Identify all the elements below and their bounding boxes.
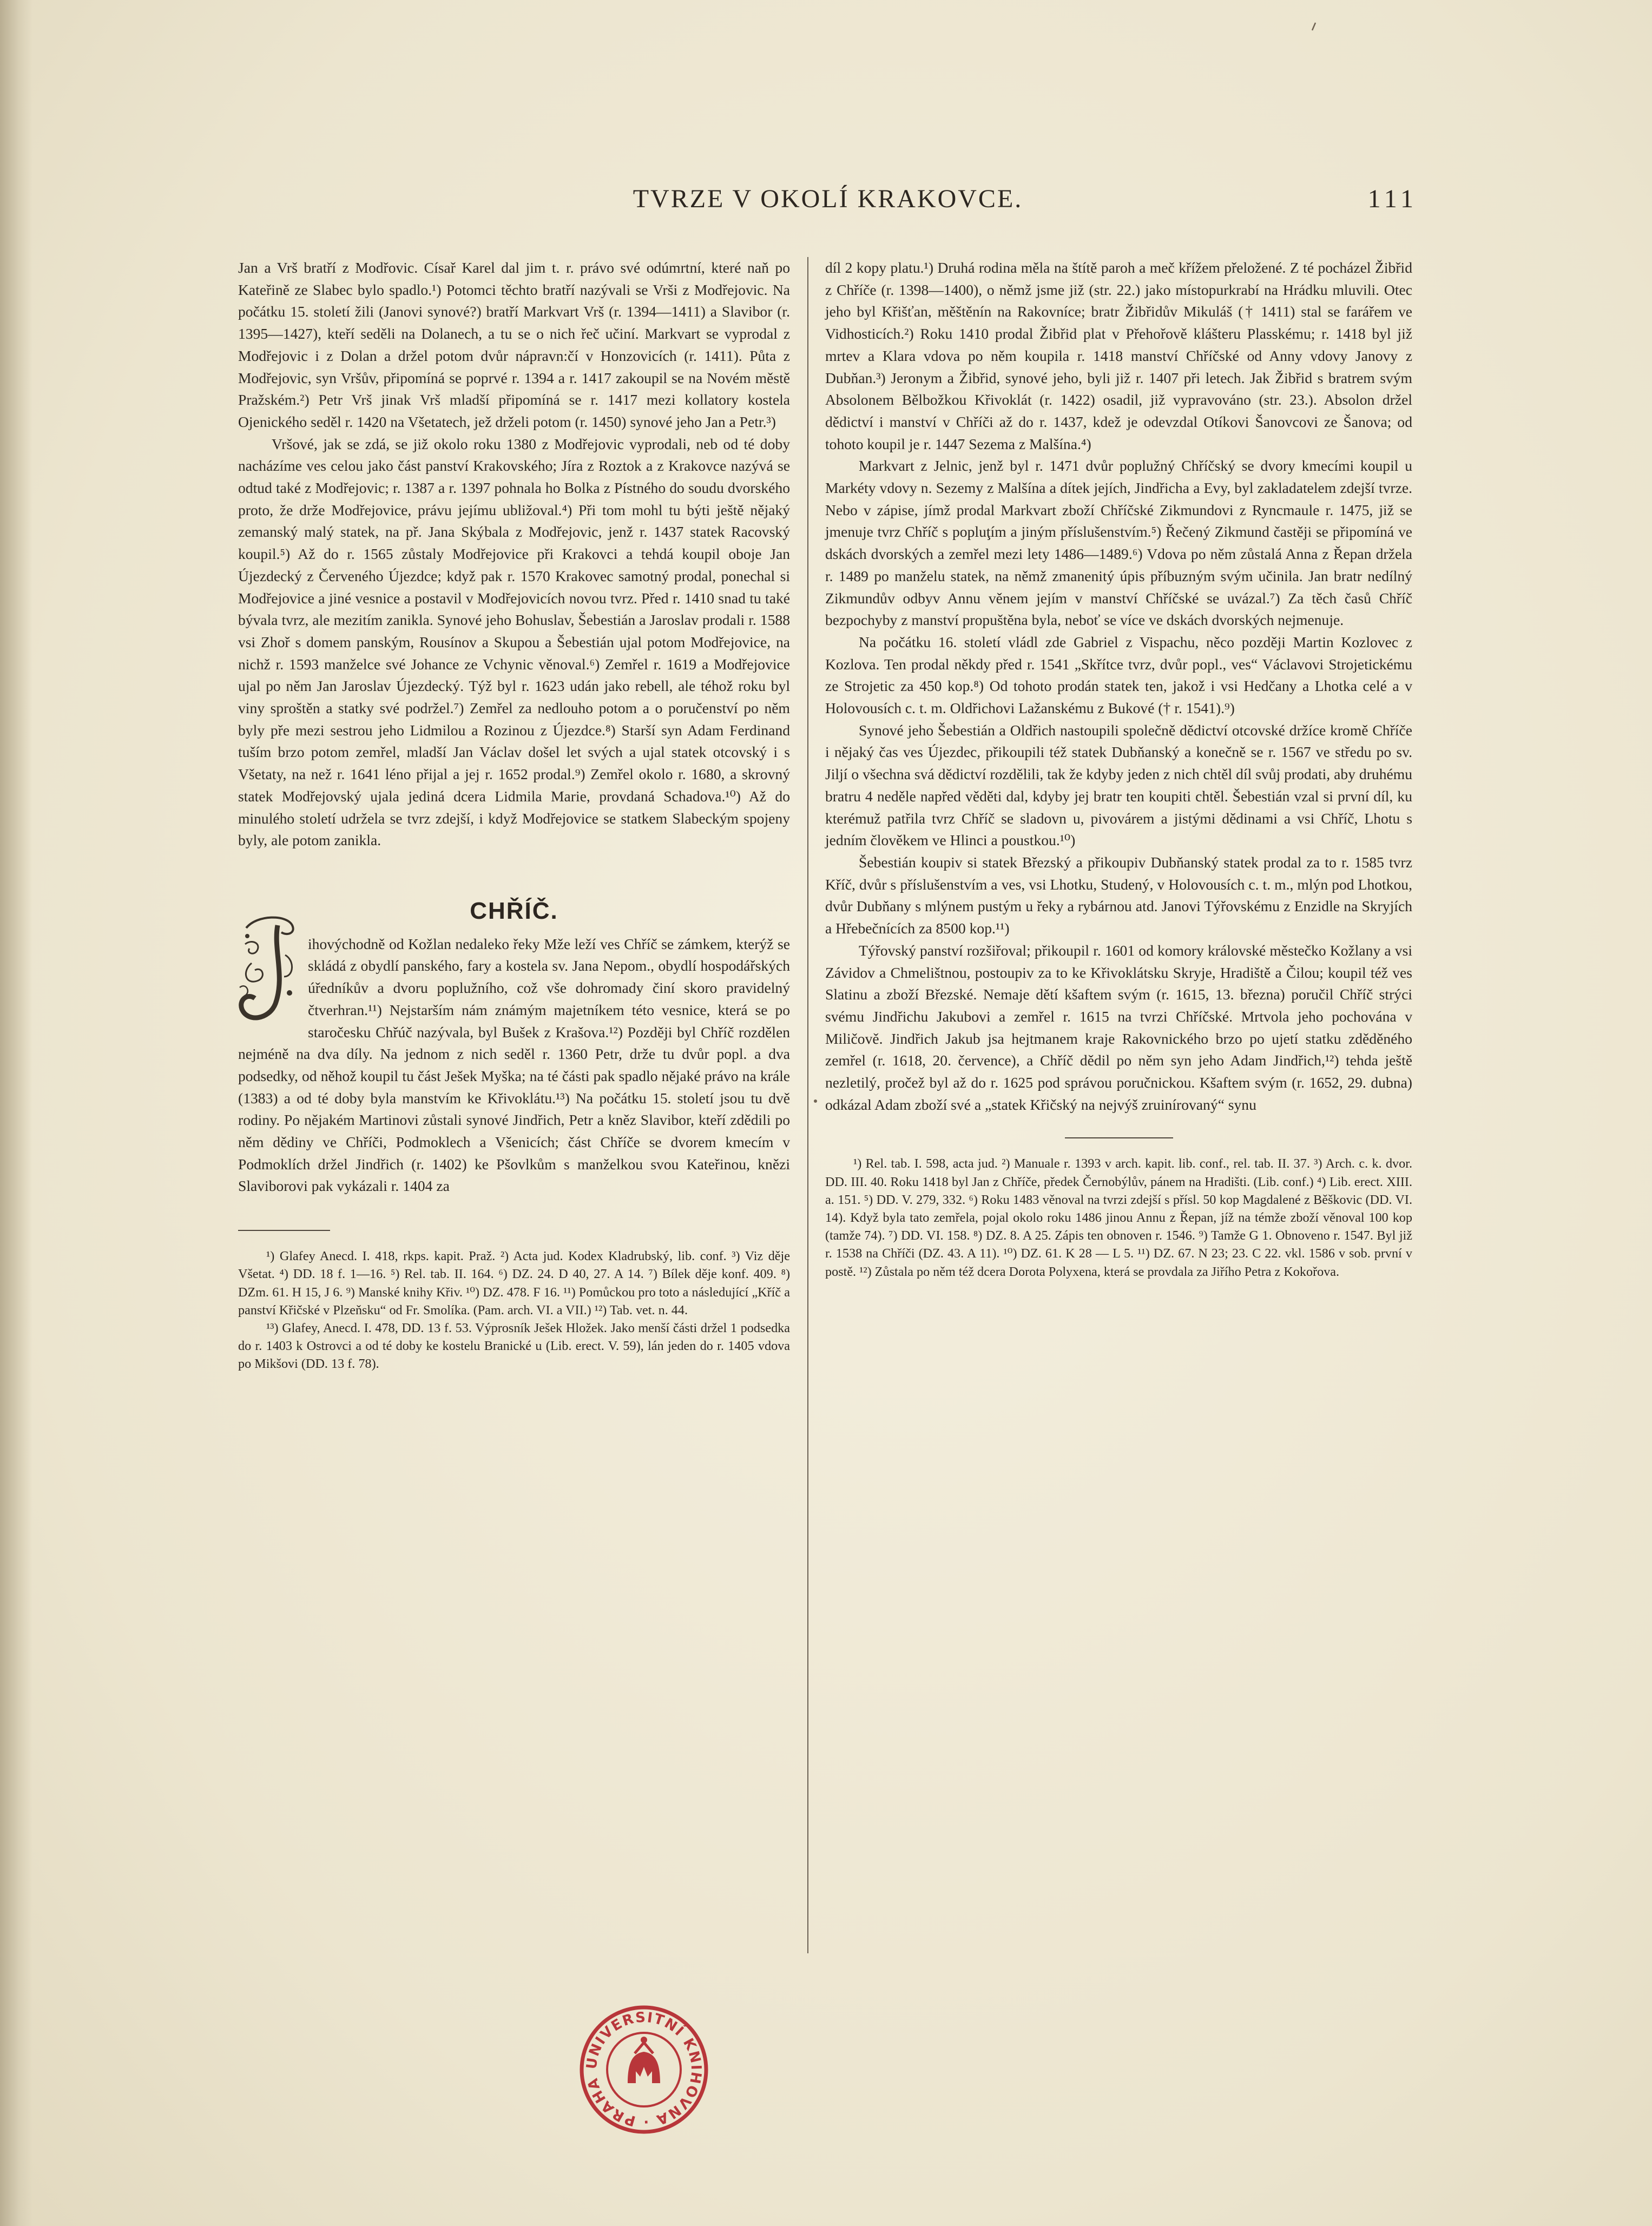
section-title: CHŘÍČ.	[470, 897, 558, 924]
footnote-block: ¹) Glafey Anecd. I. 418, rkps. kapit. Praž. ²) Acta jud. Kodex Kladrubský, lib. conf. ³) Viz děje Všetat. ⁴) DD. 18 f. 1—16. ⁵) Rel. tab. II. 164. ⁶) DZ. 24. D 40, 27. A 14. ⁷) Bílek děje konf. 409. ⁸) DZm. 61. H 15, J 6. ⁹) Manské knihy Křiv. ¹⁰) DZ. 478. F 16. ¹¹) Pomůckou pro toto a následující „Kříč a panství Křičské v Plzeňsku“ od Fr. Smolíka. (Pam. arch. VI. a VII.) ¹²) Tab. vet. n. 44.	[238, 1249, 790, 1318]
footnote-rule	[238, 1230, 330, 1231]
ornate-initial-icon	[235, 912, 300, 1028]
page-header	[238, 184, 1418, 227]
footnote-block: ¹³) Glafey, Anecd. I. 478, DD. 13 f. 53. Výprosník Ješek Hložek. Jako menší části držel 1 podsedka do r. 1403 k Ostrovci a od té doby ke kostelu Branické u (Lib. erect. V. 59), lán jeden do r. 1405 vdova po Mikšovi (DD. 13 f. 78).	[238, 1320, 790, 1372]
section-paragraph-text: ihovýchodně od Kožlan nedaleko řeky Mže leží ves Chříč se zámkem, kterýž se skládá z obydlí panského, fary a kostela sv. Jana Nepom., obydlí hospodářských úředníkův a dvoru poplužního, což vše dohromady činí skoro pravidelný čtverhran.¹¹) Nejstarším nám známým majetníkem této vesnice, která se po staročesku Chřúč nazývala, byl Bušek z Krašova.¹²) Později byl Chříč rozdělen nejméně na dva díly. Na jednom z nich seděl r. 1360 Petr, drže tu dvůr popl. a dva podsedky, od něhož koupil tu část Ješek Myška; na té části pak spadlo nějaké právo na krále (1383) a od té doby byla manstvím ke Křivoklátu.¹³) Na počátku 15. století jsou tu dvě rodiny. Po nějakém Martinovi zůstali synové Jindřich, Petr a kněz Slavibor, kteří zdědili po něm dědiny ve Chříči, Podmoklech a Všenicích; část Chříče se dvorem kmecím v Podmoklích držel Jindřich (r. 1402) ke Pšovlkům s manželkou svou Kateřinou, knězi Slaviborovi pak vykázali r. 1404 za	[238, 935, 790, 1195]
column-divider	[807, 257, 808, 1953]
stamp-text: UNIVERSITNÍ KNIHOVNA · PRAHA	[583, 2009, 705, 2130]
footnote-rule	[1065, 1137, 1173, 1138]
paragraph: Šebestián koupiv si statek Březský a přikoupiv Dubňanský statek prodal za to r. 1585 tvrz Kříč, dvůr s příslušenstvím a ves, vsi Lhotku, Studený, v Holovousích c. t. m., mlýn pod Lhotkou, dvůr Dubňany s mlýnem pustým u řeky a rybárnou atd. Janovi Týřovskému z Enzidle na Skryjích a Hřebečnících za 8500 kop.¹¹)	[825, 853, 1412, 937]
footnote-block: ¹) Rel. tab. I. 598, acta jud. ²) Manuale r. 1393 v arch. kapit. lib. conf., rel. tab. II. 37. ³) Arch. c. k. dvor. DD. III. 40. Roku 1418 byl Jan z Chříče, předek Černobýlův, pánem na Hradišti. (Lib. conf.) ⁴) Lib. erect. XIII. a. 151. ⁵) DD. V. 279, 332. ⁶) Roku 1483 věnoval na tvrzi zdejší s přísl. 50 kop Magdalené z Běškovic (DD. VI. 14). Když byla tato zemřela, pojal okolo roku 1486 jinou Annu z Řepan, jíž na témže zboží věnoval 100 kop (tamže 74). ⁷) DD. VI. 158. ⁸) DZ. 8. A 25. Zápis ten obnoven r. 1546. ⁹) Tamže G 1. Obnoveno r. 1547. Byl již r. 1538 na Chříči (DZ. 43. A 11). ¹⁰) DZ. 61. K 28 — L 5. ¹¹) DZ. 67. N 23; 23. C 22. vkl. 1586 v sob. první v postě. ¹²) Zůstala po něm též dcera Dorota Polyxena, která se provdala za Jiřího Petra z Kokořova.	[825, 1156, 1412, 1279]
paragraph: Synové jeho Šebestián a Oldřich nastoupili společně dědictví otcovské držíce kromě Chříče i nějaký čas ves Újezdec, přikoupili též statek Dubňanský a konečně se r. 1567 ve středu po sv. Jiljí o všechna svá dědictví rozdělili, tak že kdyby jeden z nich chtěl díl svůj prodati, aby druhému bratru 4 neděle napřed věděti dal, kdyby jej bratr ten koupiti chtěl. Šebestián vzal si první díl, ku kterémuž patřila tvrz Chříč se sladovn u, pivovárem a jistými dědinami a vsi Chříč, Lhotu s jedním člověkem ve Hlinci a poustkou.¹⁰)	[825, 721, 1412, 849]
running-title: TVRZE V OKOLÍ KRAKOVCE.	[633, 185, 1023, 213]
paragraph: Markvart z Jelnic, jenž byl r. 1471 dvůr poplužný Chříčský se dvory kmecími koupil u Markéty vdovy n. Sezemy z Malšína a dítek jejích, Jindřicha a Evy, byl zakladatelem zdejší tvrze. Nebo v zápise, jímž prodal Markvart zboží Chříčské Zikmundovi z Ryncmaule r. 1475, již se jmenuje tvrz Chříč s popluţím a jiným příslušenstvím.⁵) Řečený Zikmund častěji se připomíná ve dskách dvorských a zemřel mezi lety 1486—1489.⁶) Vdova po něm zůstalá Anna z Řepan držela r. 1489 po manželu statek, na němž zmanenitý úpis příbuzným svým učinila. Jan bratr nedílný Zikmundův odbyv Annu věnem jejím v manství Chříčské se uvázal.⁷) Za těch časů Chříč bezpochyby z manství propuštěna byla, neboť se více ve dskách dvorských nejmenuje.	[825, 457, 1412, 629]
dropcap-ornament	[235, 912, 300, 1028]
paragraph: Týřovský panství rozšiřoval; přikoupil r. 1601 od komory královské městečko Kožlany a vsi Závidov a Chmelištnou, postoupiv za to ke Křivoklátsku Skryje, Hradiště a Čilou; koupil též ves Slatinu a zboží Březské. Nemaje dětí kšaftem svým (r. 1615, 13. března) poručil Chříč strýci svému Jindřichu Jakubovi a zemřel r. 1615 na tvrzi Chříčské. Mrtvola jeho pochována v Miličově. Jindřich Jakub jsa hejtmanem kraje Rakovnického brzo po ujetí statku zděděného zemřel (r. 1618, 20. července), a Chříč dědil po něm syn jeho Adam Jindřich,¹²) tehda ještě nezletilý, pročež byl až do r. 1625 pod správou poručnickou. Kšaftem svým (r. 1652, 29. dubna) odkázal Adam zboží své a „statek Křičský na nejvýš zruinírovaný“ synu	[825, 941, 1412, 1113]
paragraph: Jan a Vrš bratří z Modřovic. Císař Karel dal jim t. r. právo své odúmrtní, které naň po Kateřině ze Slabec bylo spadlo.¹) Potomci těchto bratří nazývali se Vrši z Modřejovic. Na počátku 15. století žili (Janovi synové?) bratří Markvart Vrš (r. 1394—1411) a Slavibor (r. 1395—1427), kteří seděli na Dolanech, a tu se o nich řeč učiní. Markvart se vyprodal z Modřejovic i z Dolan a držel potom dvůr nápravn:čí v Honzovicích (r. 1411). Půta z Modřejovic, syn Vršův, připomíná se poprvé r. 1394 a r. 1417 zakoupil se na Novém městě Pražském.²) Petr Vrš jinak Vrš mladší připomíná se r. 1417 mezi kollatory kostela Ojenického seděl r. 1420 na Všetatech, jež drželi potom (r. 1450) synové jeho Jan a Petr.³)	[238, 259, 790, 430]
footnotes-left	[238, 1247, 790, 1373]
paragraph: díl 2 kopy platu.¹) Druhá rodina měla na štítě paroh a meč křížem přeložené. Z té pocházel Žibřid z Chříče (r. 1398—1400), o němž jsme již (str. 22.) jako místopurkrabí na Hrádku mluvili. Otec jeho byl Křišťan, měštěnín na Rakovníce; bratr Žibřidův Mikuláš († 1411) stal se farářem ve Vidhosticích.²) Roku 1410 prodal Žibřid plat v Přehořově klášteru Plasskému; r. 1418 byl již mrtev a Klara vdova po něm koupila r. 1418 manství Chříčské od Anny vdovy Janovy z Dubňan.³) Jeronym a Žibřid, synové jeho, byli již r. 1407 při letech. Jak Žibřid s bratrem svým Absolonem Bělbožkou Křivoklát (r. 1422) osadil, již vypravováno (str. 23.). Absolon držel dědictví i manství v Chříči až do r. 1437, kdež je odevzdal Otíkovi Šanovcovi ze Šanova; od tohoto koupil je r. 1447 Sezema z Malšína.⁴)	[825, 259, 1412, 452]
svg-text:UNIVERSITNÍ KNIHOVNA · PRAHA	[583, 2010, 704, 2130]
page-edge-shadow	[0, 0, 32, 2226]
left-column	[238, 257, 790, 1373]
footnotes-right	[825, 1155, 1412, 1280]
library-stamp-icon	[576, 2002, 712, 2137]
margin-dot-mark	[813, 1098, 818, 1104]
right-column	[825, 257, 1412, 1281]
section-paragraph	[238, 933, 790, 1197]
page-number: 111	[1367, 185, 1418, 213]
ink-speck-mark	[1311, 22, 1317, 31]
paragraph: Vršové, jak se zdá, se již okolo roku 1380 z Modřejovic vyprodali, neb od té doby nacházíme ves celou jako část panství Krakovského; Jíra z Roztok a z Krakovce nazývá se odtud také z Modřejovic; r. 1387 a r. 1397 pohnala ho Bolka z Pístného do soudu dvorského proto, že drže Modřejovice, právu jejímu ubližoval.⁴) Při tom mohl tu býti ještě nějaký zemanský malý statek, na př. Jana Skýbala z Modřejovic, jenž r. 1437 statek Racovský koupil.⁵) Až do r. 1565 zůstaly Modřejovice při Krakovci a tehdá koupil oboje Jan Újezdecký z Červeného Újezdce; když pak r. 1570 Krakovec samotný prodal, ponechal si Modřejovice a jiné vesnice a postavil v Modřejovicích novou tvrz. Před r. 1410 snad tu také bývala tvrz, ale mezitím zanikla. Synové jeho Bohuslav, Šebestián a Jaroslav prodali r. 1588 vsi Zhoř s domem panským, Rousínov a Skupou a Šebestián ujal potom Modřejovice, na nichž r. 1593 manželce své Johance ze Vchynic věnoval.⁶) Zemřel r. 1619 a Modřejovice ujal po něm Jan Jaroslav Újezdecký. Týž byl r. 1623 udán jako rebell, ale téhož roku byl viny sproštěn a statky své podržel.⁷) Zemřel za nedlouho potom a o poručenství po něm byly pře mezi sestrou jeho Lidmilou a Rozinou z Újezdce.⁸) Starší syn Adam Ferdinand tuším brzo potom zemřel, mladší Jan Václav došel let svých a ujal statek otcovský i s Všetaty, na než r. 1641 léno přijal a jej r. 1652 prodal.⁹) Zemřel okolo r. 1680, a skrovný statek Modřejovský ujala jediná dcera Lidmila Marie, provdaná Schadova.¹⁰) Až do minulého století udržela se tvrz zdejší, i když Modřejovice se statkem Slabeckým spojeny byly, ale potom zanikla.	[238, 435, 790, 849]
paragraph: Na počátku 16. století vládl zde Gabriel z Vispachu, něco později Martin Kozlovec z Kozlova. Ten prodal někdy před r. 1541 „Skřítce tvrz, dvůr popl., ves“ Václavovi Strojetickému ze Strojetic za 450 kop.⁸) Od tohoto prodán statek ten, jakož i vsi Hedčany a Lhotka celé a v Holovousích c. t. m. Oldřichovi Lažanskému z Bukové († r. 1541).⁹)	[825, 633, 1412, 717]
